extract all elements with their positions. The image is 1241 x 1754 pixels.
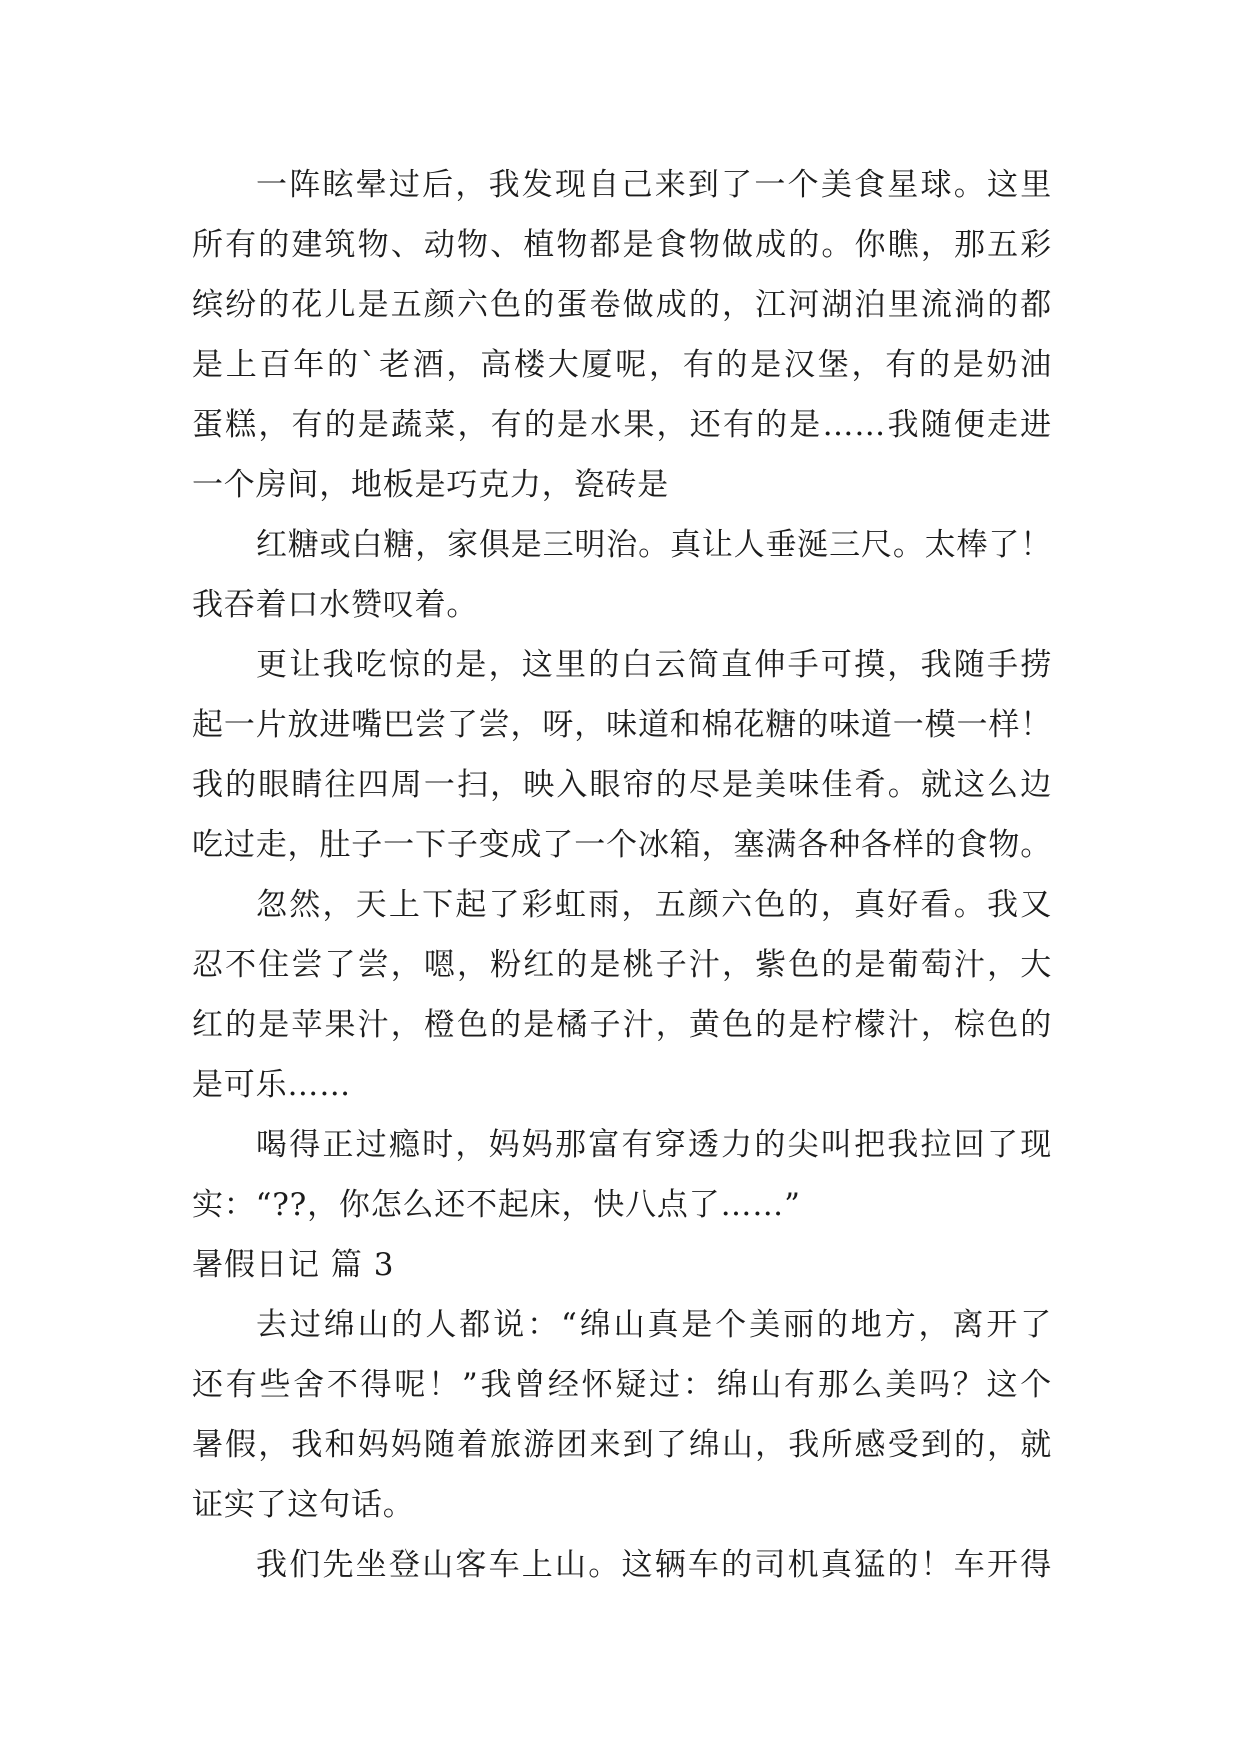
document-page [192,155,1052,1595]
text-line: 忽然，天上下起了彩虹雨，五颜六色的，真好看。我又 [256,887,1052,923]
text-line: 吃过走，肚子一下子变成了一个冰箱，塞满各种各样的食物。 [192,827,1052,863]
paragraph [192,155,1052,515]
text-line: 实：“??，你怎么还不起床，快八点了……” [192,1187,801,1223]
text-line: 一阵眩晕过后，我发现自己来到了一个美食星球。这里 [256,167,1052,203]
paragraph [192,1535,1052,1595]
text-line: 是上百年的`老酒，高楼大厦呢，有的是汉堡，有的是奶油 [192,347,1052,383]
text-line: 更让我吃惊的是，这里的白云简直伸手可摸，我随手捞 [256,647,1052,683]
text-line: 缤纷的花儿是五颜六色的蛋卷做成的，江河湖泊里流淌的都 [192,287,1052,323]
text-line: 我吞着口水赞叹着。 [192,587,479,623]
text-line: 所有的建筑物、动物、植物都是食物做成的。你瞧，那五彩 [192,227,1052,263]
text-line: 蛋糕，有的是蔬菜，有的是水果，还有的是……我随便走进 [192,407,1052,443]
paragraph [192,875,1052,1115]
paragraph [192,515,1052,635]
text-line: 是可乐…… [192,1067,351,1103]
text-line: 红的是苹果汁，橙色的是橘子汁，黄色的是柠檬汁，棕色的 [192,1007,1052,1043]
paragraph [192,1295,1052,1535]
text-line: 去过绵山的人都说：“绵山真是个美丽的地方，离开了 [256,1307,1052,1343]
text-line: 起一片放进嘴巴尝了尝，呀，味道和棉花糖的味道一模一样！ [192,707,1052,743]
text-line: 暑假，我和妈妈随着旅游团来到了绵山，我所感受到的，就 [192,1427,1052,1463]
paragraph [192,1115,1052,1235]
text-line: 我们先坐登山客车上山。这辆车的司机真猛的！车开得 [256,1547,1052,1583]
text-line: 一个房间，地板是巧克力，瓷砖是 [192,467,669,503]
section-heading: 暑假日记 篇 3 [192,1247,395,1283]
text-line: 我的眼睛往四周一扫，映入眼帘的尽是美味佳肴。就这么边 [192,767,1052,803]
paragraph [192,635,1052,875]
text-line: 红糖或白糖，家俱是三明治。真让人垂涎三尺。太棒了！ [256,527,1052,563]
text-line: 喝得正过瘾时，妈妈那富有穿透力的尖叫把我拉回了现 [256,1127,1052,1163]
text-line: 忍不住尝了尝，嗯，粉红的是桃子汁，紫色的是葡萄汁，大 [192,947,1052,983]
text-line: 还有些舍不得呢！”我曾经怀疑过：绵山有那么美吗？这个 [192,1367,1052,1403]
text-line: 证实了这句话。 [192,1487,415,1523]
